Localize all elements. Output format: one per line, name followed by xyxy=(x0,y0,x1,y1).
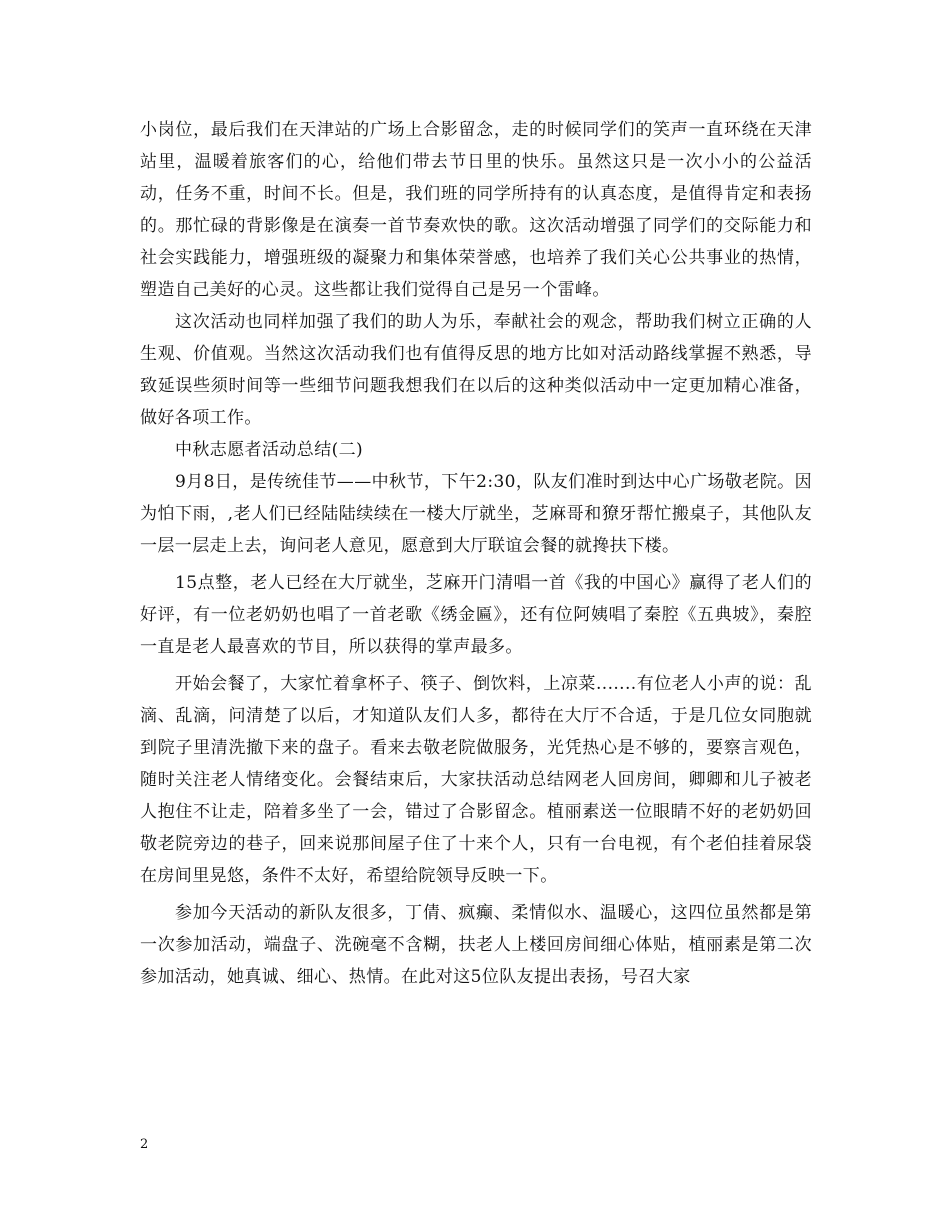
page-number: 2 xyxy=(140,1137,149,1152)
paragraph-reflection: 这次活动也同样加强了我们的助人为乐，奉献社会的观念，帮助我们树立正确的人生观、价值观。当然这次活动我们也有值得反思的地方比如对活动路线掌握不熟悉，导致延误些须时间等一些细节问题我想我们在以后的这种类似活动中一定更加精心准备，做好各项工作。 xyxy=(140,312,812,428)
paragraph-meal: 开始会餐了，大家忙着拿杯子、筷子、倒饮料，上凉菜.......有位老人小声的说：乱滴、乱滴，问清楚了以后，才知道队友们人多，都待在大厅不合适，于是几位女同胞就到院子里清洗撤下来的盘子。看来去敬老院做服务，光凭热心是不够的，要察言观色，随时关注老人情绪变化。会餐结束后，大家扶活动总结网老人回房间，卿卿和儿子被老人抱住不让走，陪着多坐了一会，错过了合影留念。植丽素送一位眼睛不好的老奶奶回敬老院旁边的巷子，回来说那间屋子住了十来个人，只有一台电视，有个老伯挂着尿袋在房间里晃悠，条件不太好，希望给院领导反映一下。 xyxy=(140,674,812,886)
paragraph-performance: 15点整，老人已经在大厅就坐，芝麻开门清唱一首《我的中国心》赢得了老人们的好评，有一位老奶奶也唱了一首老歌《绣金匾》，还有位阿姨唱了秦腔《五典坡》，秦腔一直是老人最喜欢的节目，所以获得的掌声最多。 xyxy=(140,573,812,657)
section-heading: 中秋志愿者活动总结(二) xyxy=(175,440,364,460)
document-body xyxy=(140,114,812,993)
paragraph-continuation: 小岗位，最后我们在天津站的广场上合影留念，走的时候同学们的笑声一直环绕在天津站里，温暖着旅客们的心，给他们带去节日里的快乐。虽然这只是一次小小的公益活动，任务不重，时间不长。但是，我们班的同学所持有的认真态度，是值得肯定和表扬的。那忙碌的背影像是在演奏一首节奏欢快的歌。这次活动增强了同学们的交际能力和社会实践能力，增强班级的凝聚力和集体荣誉感，也培养了我们关心公共事业的热情，塑造自己美好的心灵。这些都让我们觉得自己是另一个雷峰。 xyxy=(140,120,812,300)
paragraph-new-members: 参加今天活动的新队友很多，丁倩、疯癫、柔情似水、温暖心，这四位虽然都是第一次参加活动，端盘子、洗碗毫不含糊，扶老人上楼回房间细心体贴，植丽素是第二次参加活动，她真诚、细心、热情。在此对这5位队友提出表扬，号召大家 xyxy=(140,903,812,987)
paragraph-intro: 9月8日，是传统佳节——中秋节，下午2:30，队友们准时到达中心广场敬老院。因为怕下雨，,老人们已经陆陆续续在一楼大厅就坐，芝麻哥和獠牙帮忙搬桌子，其他队友一层一层走上去，询问老人意见，愿意到大厅联谊会餐的就搀扶下楼。 xyxy=(140,472,812,556)
